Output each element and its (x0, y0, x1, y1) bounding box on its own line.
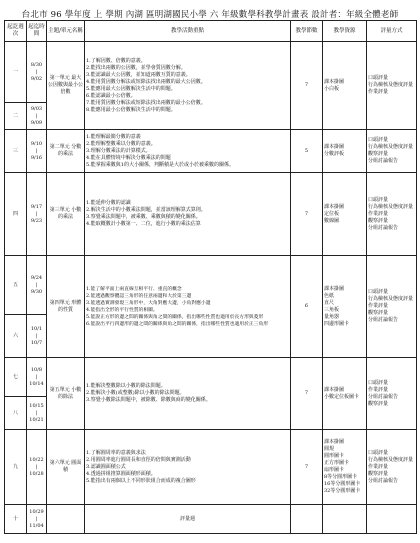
activity-item: 4.透過拼組推算圓面積形面積。 (86, 470, 156, 477)
activity-item: 3.察覺小數除法問題中，被除數、除數與商的變化關係。 (86, 397, 211, 403)
date-cell: 9/24 | 9/30 (27, 256, 47, 315)
activity-item: 5.能應用最大公因數解決生活中的問題。 (86, 85, 176, 92)
activity-item: 2.能透過觀察體認三角形的任意兩邊和大於第三邊 (86, 293, 192, 299)
activity-item: 6.能認識最小公倍數。 (86, 92, 136, 99)
activity-item: 5.能指出有兩個以上不同形狀組合而成的複合圖形 (86, 477, 196, 484)
unit-cell: 第二單元 分數的乘法 (47, 130, 85, 173)
activity-item: 4.能在具體情境中解決分數乘法的問題 (86, 154, 171, 161)
week-cell: 四 (5, 173, 27, 256)
date-cell: 10/8 | 10/14 (27, 358, 47, 397)
teaching-plan-table (4, 20, 417, 534)
table-row (5, 173, 417, 256)
activities-cell: 評量週 (85, 505, 291, 534)
activities-cell (85, 358, 291, 430)
table-row (5, 430, 417, 505)
assessment-cell: 口頭評量 行為檢核及態度評量 作業評量 觀察評量 分組討論報告 (367, 430, 417, 505)
periods-cell: 6 (291, 256, 323, 358)
periods-cell: 7 (291, 173, 323, 256)
assessment-cell: 口頭評量 行為檢核及態度評量 作業評量 觀察評量 分組討論報告 (367, 173, 417, 256)
resources-cell: 課本掛圖 圓規 圓形圖卡 正方形圖卡 扇形圖卡 8等分圓形圖卡 16等分圓形圖卡 32等分圓形圖卡 (323, 430, 367, 505)
col-header-periods: 教學節數 (291, 21, 323, 42)
date-cell: 9/03 | 9/09 (27, 103, 47, 130)
activity-item: 1.了解圓周率的意義與求法 (86, 449, 146, 456)
week-cell: 二 (5, 103, 27, 130)
col-header-activities: 教學活動重點 (85, 21, 291, 42)
resources-cell: 課本掛圖 分數評板 (323, 130, 367, 173)
table-row (5, 505, 417, 534)
activities-cell (85, 256, 291, 358)
week-cell: 一 (5, 42, 27, 103)
activity-item: 1.了解因數、倍數的意義。 (86, 57, 146, 64)
activity-item: 3.能透過實測發現三角形中，大角對應大邊，小角對應小邊 (86, 300, 211, 306)
resources-cell: 課本掛圖 小數定位板圖卡 (323, 358, 367, 430)
week-cell: 六 (5, 315, 27, 358)
resources-cell: 課本掛圖 小白板 (323, 42, 367, 130)
unit-cell: 第五單元 小數的除法 (47, 358, 85, 430)
periods-cell: 7 (291, 42, 323, 130)
periods-cell: 7 (291, 430, 323, 505)
activity-item: 2.能找出兩數的公因數，並學會質因數分解。 (86, 64, 186, 71)
week-cell: 八 (5, 397, 27, 430)
activity-item: 4.能取概數計小數第一、二位，進行小數的乘法估算 (86, 221, 201, 227)
assessment-cell: 口頭評量 行為檢核及態度評量 觀察評量 分組討論報告 (367, 130, 417, 173)
activity-item: 7.能用質因數分解法或短除法找出兩數的最小公倍數。 (86, 99, 206, 106)
assessment-cell (367, 505, 417, 534)
activity-item: 1.能解決整數除以小數的除法問題。 (86, 383, 166, 389)
week-cell: 三 (5, 130, 27, 173)
date-cell: 9/10 | 9/16 (27, 130, 47, 173)
assessment-cell: 口頭評量 行為檢核及態度評量 作業評量 (367, 42, 417, 130)
date-cell: 8/30 | 9/02 (27, 42, 47, 103)
activity-item: 5.能說正方形的邊之間的關係與角之間的關係，指出哪些性質也適用於長方形與菱形 (86, 314, 264, 320)
resources-cell: 課本掛圖 定位板 數線圖 (323, 173, 367, 256)
date-cell: 10/15 | 10/21 (27, 397, 47, 430)
activity-item: 4.能用質因數分解法或短除法找出兩數的最大公因數。 (86, 78, 206, 85)
col-header-dates: 起迄時間 (27, 21, 47, 42)
activity-item: 2.用圓周率進行圓周長和直徑的倍問與實測活動 (86, 456, 191, 463)
assessment-cell: 口頭評量 作業評量 分組討論報告 觀察評量 (367, 358, 417, 430)
table-row (5, 42, 417, 103)
activity-item: 8.能應用最小公倍數解決生活中的問題。 (86, 106, 176, 113)
activity-item: 3.理解分數乘法的計算模式。 (86, 147, 151, 154)
date-cell: 9/17 | 9/23 (27, 173, 47, 256)
date-cell: 10/1 | 10/7 (27, 315, 47, 358)
activities-cell (85, 173, 291, 256)
activity-item: 2.能解決小數(或整數)除以小數的除法問題。 (86, 390, 185, 396)
page-title: 台北市 96 學年度 上 學期 內湖 區明湖國民小學 六 年級數學科教學計畫表 設計者：年級全體老師 (21, 10, 399, 20)
periods-cell: 7 (291, 358, 323, 430)
periods-cell: 5 (291, 130, 323, 173)
table-row (5, 358, 417, 397)
activity-item: 2.解決生活中的小數乘法問題，並當該理解算式算則。 (86, 207, 206, 213)
table-row (5, 130, 417, 173)
col-header-weeks: 起訖週次 (5, 21, 27, 42)
week-cell: 十 (5, 505, 27, 534)
activity-item: 3.能認識最大公因數，並知道兩數互質的意義。 (86, 71, 191, 78)
unit-cell (47, 505, 85, 534)
date-cell: 10/29 | 11/04 (27, 505, 47, 534)
col-header-unit: 主題/單元名稱 (47, 21, 85, 42)
activities-cell (85, 130, 291, 173)
activity-item: 1.能了解平面上兩直線互相平行、重直的概念 (86, 286, 182, 292)
header-row (5, 21, 417, 42)
assessment-cell: 口頭評量 行為檢核及態度評量 作業評量 觀察評量 分組討論報告 (367, 256, 417, 358)
unit-cell: 第四單元 形體的性質 (47, 256, 85, 358)
resources-cell (323, 505, 367, 534)
unit-cell: 第六單元 圓面積 (47, 430, 85, 505)
activity-item: 2.能理解整數乘以分數的意義。 (86, 140, 156, 147)
activity-item: 1.能理解最簡分數的意義 (86, 133, 141, 140)
unit-cell: 第三單元 小數的乘法 (47, 173, 85, 256)
activities-cell (85, 42, 291, 130)
activity-item: 6.能說出平行四邊形的邊之間的關係與角之間的關係，指出哪些性質也適用於正三角形 (86, 321, 269, 327)
unit-cell: 第一單元 最大公因數與最小公倍數 (47, 42, 85, 130)
week-cell: 五 (5, 256, 27, 315)
activity-item: 3.認識圓面積公式 (86, 463, 126, 470)
date-cell: 10/22 | 10/28 (27, 430, 47, 505)
activity-item: 1.能延伸分數的認識 (86, 200, 131, 206)
col-header-resources: 教學資源 (323, 21, 367, 42)
col-header-assessment: 評量方式 (367, 21, 417, 42)
activity-item: 3.察覺乘法問題中，被乘數、乘數與積的變化關係。 (86, 214, 201, 220)
week-cell: 七 (5, 358, 27, 397)
periods-cell (291, 505, 323, 534)
activities-cell (85, 430, 291, 505)
activity-item: 4.能指出全形的平行性質的相關。 (86, 307, 158, 313)
resources-cell: 課本掛圖 色紙 直尺 三角板 量角器 四邊形圖卡 (323, 256, 367, 358)
week-cell: 九 (5, 430, 27, 505)
activity-item: 5.能掌握乘數與1的大小關係，判斷積是大於或小於被乘數的關係。 (86, 161, 234, 168)
table-row (5, 256, 417, 315)
